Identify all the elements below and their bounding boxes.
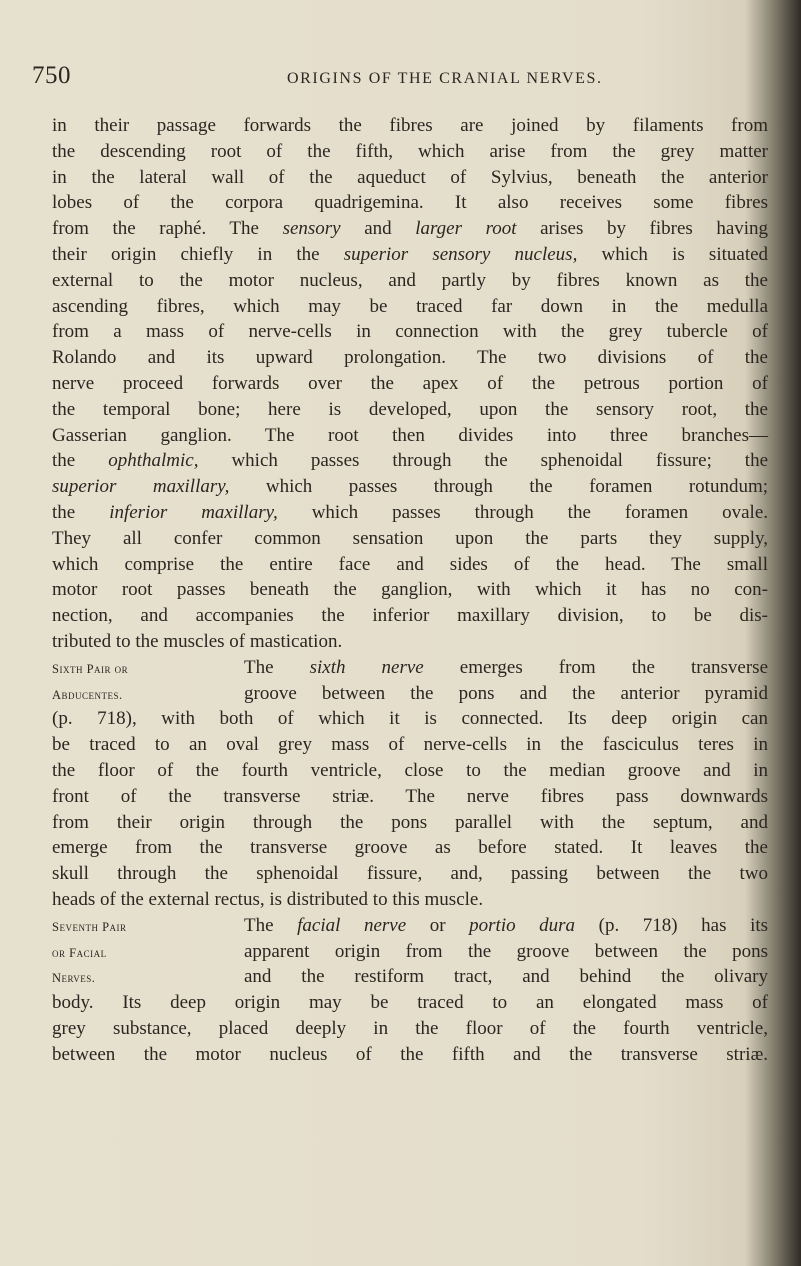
text-line: their origin chiefly in the superior sensory nucleus, which is situated [52,243,769,265]
text-line: ascending fibres, which may be traced far down in the medulla [52,295,768,317]
side-heading: Sixth Pair or Abducentes. [52,661,129,702]
text-line: They all confer common sensation upon the parts they supply, [52,527,768,549]
text-line: The facial nerve or portio dura (p. 718) has its [244,914,769,936]
text-line: in their passage forwards the fibres are joined by filaments from [52,115,768,136]
text-line: Rolando and its upward prolongation. The two divisions of the [52,347,768,369]
text-line: from their origin through the pons parallel with the septum, and [52,811,768,833]
page-header [32,62,772,92]
text-line: the temporal bone; here is developed, upon the sensory root, the [52,398,768,420]
text-line: body. Its deep origin may be traced to an elongated mass of [52,992,768,1014]
text-line: the inferior maxillary, which passes through the foramen ovale. [52,501,769,523]
text-line: motor root passes beneath the ganglion, with which it has no con- [52,579,768,601]
page-number: 750 [32,62,71,89]
text-line: be traced to an oval grey mass of nerve-cells in the fasciculus teres in [52,734,768,756]
text-line: from the raphé. The sensory and larger root arises by fibres having [52,218,769,240]
text-line: The sixth nerve emerges from the transverse [244,656,769,678]
text-line: superior maxillary, which passes through the foramen rotundum; [52,476,769,498]
text-line: the floor of the fourth ventricle, close to the median groove and in [52,759,768,781]
section-sixth-pair [52,655,768,913]
text-line: external to the motor nucleus, and partly by fibres known as the [52,269,768,291]
running-title: ORIGINS OF THE CRANIAL NERVES. [287,70,603,87]
text-line: which comprise the entire face and sides of the head. The small [52,553,768,575]
text-line: the ophthalmic, which passes through the sphenoidal fissure; the [52,450,769,472]
text-line: groove between the pons and the anterior pyramid [244,682,768,704]
text-line: front of the transverse striæ. The nerve fibres pass downwards [52,785,768,807]
page-body [52,113,768,1067]
text-line: nection, and accompanies the inferior maxillary division, to be dis- [52,605,768,627]
text-line: and the restiform tract, and behind the olivary [244,966,768,988]
text-line: nerve proceed forwards over the apex of the petrous portion of [52,372,768,394]
text-line: between the motor nucleus of the fifth and the transverse striæ. [52,1043,768,1065]
text-line: in the lateral wall of the aqueduct of Sylvius, beneath the anterior [52,166,768,188]
text-line: from a mass of nerve-cells in connection with the grey tubercle of [52,321,768,343]
text-line: the descending root of the fifth, which arise from the grey matter [52,140,768,162]
text-line: grey substance, placed deeply in the floor of the fourth ventricle, [52,1017,768,1039]
text-line: (p. 718), with both of which it is connected. Its deep origin can [52,708,768,730]
text-line: Gasserian ganglion. The root then divides into three branches— [52,424,768,446]
paragraph-trigeminal [52,113,768,655]
text-line: tributed to the muscles of mastication. [52,630,343,652]
text-line: apparent origin from the groove between the pons [244,940,768,962]
text-line: heads of the external rectus, is distributed to this muscle. [52,888,484,910]
text-line: emerge from the transverse groove as before stated. It leaves the [52,837,768,859]
section-seventh-pair [52,913,768,1068]
text-line: skull through the sphenoidal fissure, and, passing between the two [52,863,768,885]
side-heading: Seventh Pair or Facial Nerves. [52,919,127,986]
text-line: lobes of the corpora quadrigemina. It also receives some fibres [52,192,768,214]
